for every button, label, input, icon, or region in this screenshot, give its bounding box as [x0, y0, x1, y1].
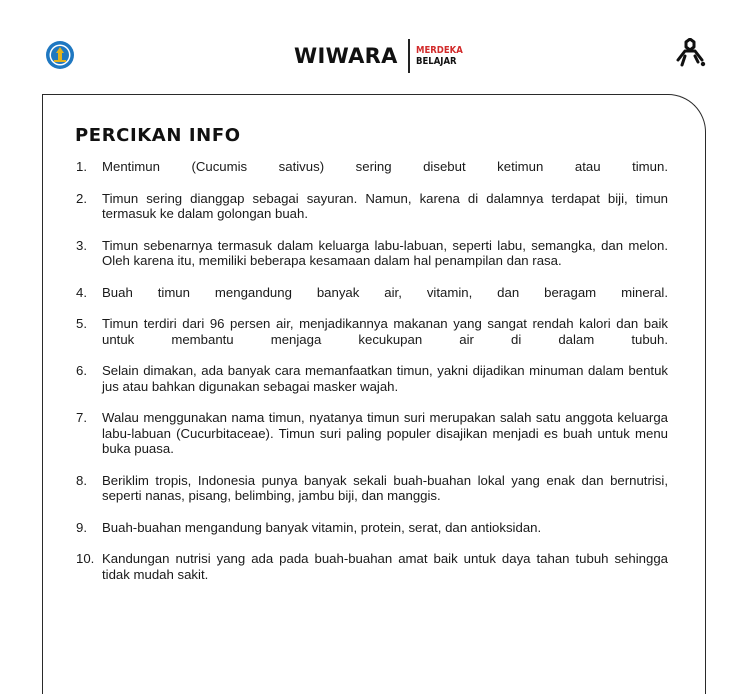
list-item-number: 2.: [76, 190, 87, 206]
list-item-text: Walau menggunakan nama timun, nyatanya timun suri merupakan salah satu anggota keluarga labu-labuan (Cucurbitaceae). Timun suri paling populer disajikan menjadi es buah untuk menu buka puasa.: [102, 410, 668, 456]
page-header: [0, 0, 753, 90]
list-item: [76, 520, 668, 536]
list-item-number: 4.: [76, 284, 87, 300]
list-item-text: Kandungan nutrisi yang ada pada buah-buahan amat baik untuk daya tahan tubuh sehingga tidak mudah sakit.: [102, 551, 668, 582]
list-item-number: 8.: [76, 472, 87, 488]
list-item-text: Timun terdiri dari 96 persen air, menjadikannya makanan yang sangat rendah kalori dan baik untuk membantu menjaga kecukupan air di dalam tubuh.: [102, 316, 668, 347]
list-item-text: Beriklim tropis, Indonesia punya banyak sekali buah-buahan lokal yang enak dan bernutrisi, seperti nanas, pisang, belimbing, jambu biji, dan manggis.: [102, 472, 668, 503]
info-card: [42, 94, 706, 694]
brand-subtitle: [416, 45, 463, 67]
list-item: [76, 363, 668, 394]
list-item-number: 5.: [76, 316, 87, 331]
list-item-text: Buah timun mengandung banyak air, vitamin, dan beragam mineral.: [102, 284, 668, 300]
list-item: [76, 410, 668, 457]
info-list: [76, 159, 668, 598]
list-item-number: 6.: [76, 363, 87, 378]
list-item-text: Mentimun (Cucumis sativus) sering disebut ketimun atau timun.: [102, 159, 668, 174]
list-item-number: 9.: [76, 519, 87, 535]
list-item: [76, 551, 668, 582]
tut-wuri-handayani-emblem-icon: [45, 40, 75, 70]
list-item: [76, 285, 668, 301]
list-item-number: 7.: [76, 410, 87, 425]
list-item-number: 10.: [76, 551, 95, 566]
brand-title: WIWARA: [294, 44, 398, 68]
list-item: [76, 473, 668, 504]
brand-logo: [294, 38, 471, 74]
list-item: [76, 159, 668, 175]
list-item-text: Timun sering dianggap sebagai sayuran. Namun, karena di dalamnya terdapat biji, timun termasuk ke dalam golongan buah.: [102, 190, 668, 221]
list-item-text: Buah-buahan mengandung banyak vitamin, protein, serat, dan antioksidan.: [102, 519, 542, 535]
kid-figure-icon: [672, 38, 708, 68]
brand-subtitle-line2: BELAJAR: [415, 56, 457, 67]
list-item: [76, 191, 668, 222]
list-item-text: Timun sebenarnya termasuk dalam keluarga labu-labuan, seperti labu, semangka, dan melon. Oleh karena itu, memiliki beberapa kesamaan dalam hal penampilan dan rasa.: [102, 237, 668, 268]
brand-subtitle-line1: MERDEKA: [415, 45, 463, 56]
list-item: [76, 316, 668, 347]
list-item-number: 3.: [76, 237, 87, 253]
list-item-text: Selain dimakan, ada banyak cara memanfaatkan timun, yakni dijadikan minuman dalam bentuk jus atau bahkan digunakan sebagai masker wajah.: [102, 363, 668, 394]
list-item: [76, 238, 668, 269]
brand-divider: [408, 39, 410, 73]
list-item-number: 1.: [76, 159, 87, 174]
card-title: PERCIKAN INFO: [75, 125, 241, 146]
